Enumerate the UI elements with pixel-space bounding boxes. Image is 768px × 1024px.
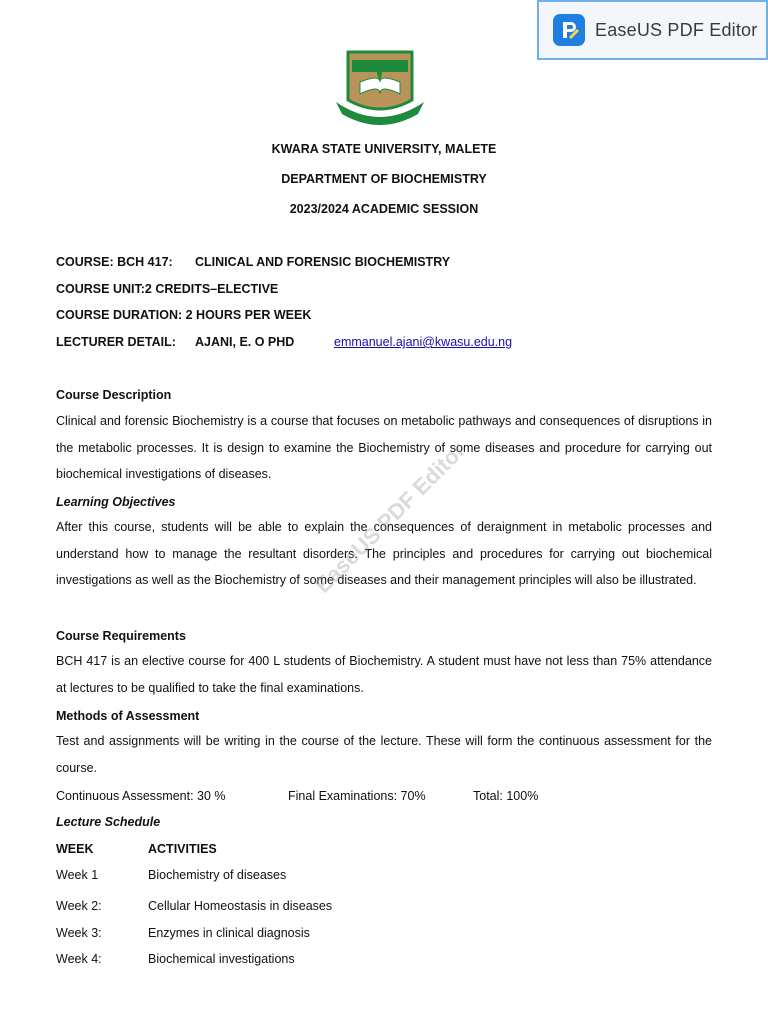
schedule-col-week: WEEK (56, 842, 94, 856)
objectives-heading: Learning Objectives (56, 495, 176, 509)
schedule-row-activity: Biochemical investigations (148, 952, 295, 966)
schedule-row-week: Week 2: (56, 899, 102, 913)
requirements-heading: Course Requirements (56, 629, 186, 643)
easeus-logo-icon (553, 14, 585, 46)
course-duration: COURSE DURATION: 2 HOURS PER WEEK (56, 308, 312, 322)
schedule-col-activities: ACTIVITIES (148, 842, 217, 856)
continuous-assessment: Continuous Assessment: 30 % (56, 789, 226, 803)
easeus-badge[interactable] (537, 0, 768, 60)
assessment-text: Test and assignments will be writing in the course of the lecture. These will form the continuous assessment for the course. (56, 734, 712, 775)
course-title: CLINICAL AND FORENSIC BIOCHEMISTRY (195, 255, 451, 269)
schedule-row-week: Week 4: (56, 952, 102, 966)
academic-session: 2023/2024 ACADEMIC SESSION (289, 202, 479, 216)
lecturer-label: LECTURER DETAIL: (56, 335, 176, 349)
final-examinations: Final Examinations: 70% (288, 789, 426, 803)
schedule-row-activity: Enzymes in clinical diagnosis (148, 926, 310, 940)
schedule-heading: Lecture Schedule (56, 815, 161, 829)
lecturer-email-link[interactable]: emmanuel.ajani@kwasu.edu.ng (334, 335, 513, 349)
schedule-row-activity: Cellular Homeostasis in diseases (148, 899, 333, 913)
course-unit: COURSE UNIT:2 CREDITS–ELECTIVE (56, 282, 279, 296)
department-name: DEPARTMENT OF BIOCHEMISTRY (281, 172, 487, 186)
assessment-heading: Methods of Assessment (56, 709, 200, 723)
schedule-row-activity: Biochemistry of diseases (148, 868, 287, 882)
objectives-text: After this course, students will be able to explain the consequences of deraignment in metabolic processes and understand how to manage the resultant disorders. The principles and procedures for carrying out biochemical investigations as well as the Biochemistry of some diseases and their management principles will also be illustrated. (56, 520, 712, 588)
lecturer-name: AJANI, E. O PHD (195, 335, 295, 349)
university-name: KWARA STATE UNIVERSITY, MALETE (271, 142, 497, 156)
easeus-badge-label: EaseUS PDF Editor (595, 19, 758, 40)
description-heading: Course Description (56, 388, 172, 402)
requirements-text: BCH 417 is an elective course for 400 L students of Biochemistry. A student must have not less than 75% attendance at lectures to be qualified to take the final examinations. (56, 654, 712, 695)
description-text: Clinical and forensic Biochemistry is a course that focuses on metabolic pathways and consequences of disruptions in the metabolic processes. It is design to examine the Biochemistry of some diseases and procedure for carrying out biochemical investigations of diseases. (56, 414, 712, 482)
schedule-row-week: Week 3: (56, 926, 102, 940)
course-code-label: COURSE: BCH 417: (56, 255, 173, 269)
total-score: Total: 100% (473, 789, 539, 803)
schedule-row-week: Week 1 (56, 868, 99, 882)
easeus-watermark: EaseUS PDF Editor (310, 437, 471, 598)
university-logo (334, 50, 426, 128)
